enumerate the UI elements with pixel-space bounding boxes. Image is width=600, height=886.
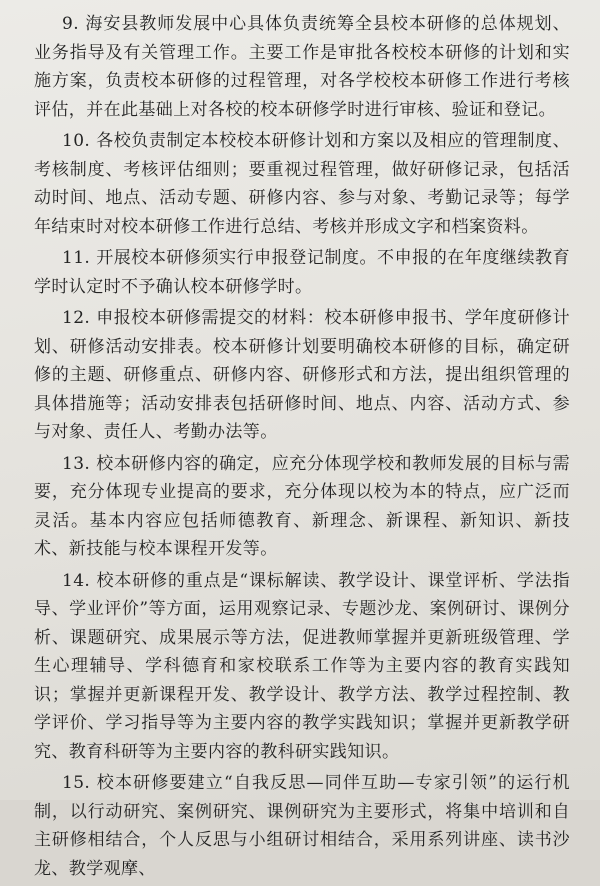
paragraph-15: 15. 校本研修要建立“自我反思—同伴互助—专家引领”的运行机制，以行动研究、案例研究、课例研究为主要形式，将集中培训和自主研修相结合，个人反思与小组研讨相结合，采用系列讲座、读书沙龙、教学观摩、 [34,773,570,879]
paragraph-14: 14. 校本研修的重点是“课标解读、教学设计、课堂评析、学法指导、学业评价”等方面，运用观察记录、专题沙龙、案例研讨、课例分析、课题研究、成果展示等方法，促进教师掌握并更新班级管理、学生心理辅导、学科德育和家校联系工作等为主要内容的教育实践知识；掌握并更新课程开发、教学设计、教学方法、教学过程控制、教学评价、学习指导等为主要内容的教学实践知识；掌握并更新教学研究、教育科研等为主要内容的教科研实践知识。 [34,570,570,762]
paragraph-13: 13. 校本研修内容的确定，应充分体现学校和教师发展的目标与需要，充分体现专业提高的要求，充分体现以校为本的特点，应广泛而灵活。基本内容应包括师德教育、新理念、新课程、新知识、新技术、新技能与校本课程开发等。 [34,453,570,559]
paragraph-12: 12. 申报校本研修需提交的材料：校本研修申报书、学年度研修计划、研修活动安排表。校本研修计划要明确校本研修的目标，确定研修的主题、研修重点、研修内容、研修形式和方法，提出组织管理的具体措施等；活动安排表包括研修时间、地点、内容、活动方式、参与对象、责任人、考勤办法等。 [34,308,570,442]
paragraph-11: 11. 开展校本研修须实行申报登记制度。不申报的在年度继续教育学时认定时不予确认校本研修学时。 [34,248,570,297]
paragraph-9: 9. 海安县教师发展中心具体负责统筹全县校本研修的总体规划、业务指导及有关管理工作。主要工作是审批各校校本研修的计划和实施方案，负责校本研修的过程管理，对各学校校本研修工作进行考核评估，并在此基础上对各校的校本研修学时进行审核、验证和登记。 [34,14,570,120]
document-body [34,10,570,886]
paragraph-10: 10. 各校负责制定本校校本研修计划和方案以及相应的管理制度、考核制度、考核评估细则；要重视过程管理，做好研修记录，包括活动时间、地点、活动专题、研修内容、参与对象、考勤记录等；每学年结束时对校本研修工作进行总结、考核并形成文字和档案资料。 [34,131,570,237]
